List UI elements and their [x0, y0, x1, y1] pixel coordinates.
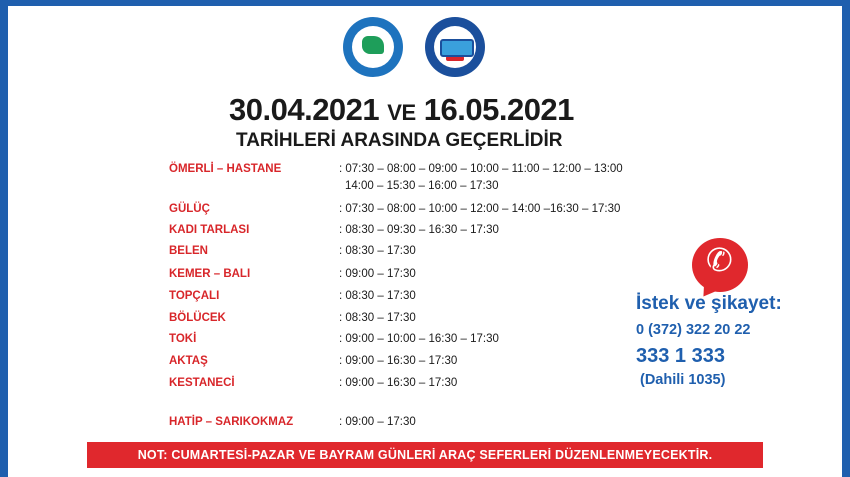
route-name: KESTANECİ: [169, 377, 235, 389]
phone-icon: ✆: [692, 238, 748, 292]
date-end: 16.05.2021: [423, 92, 574, 127]
route-times: : 09:00 – 17:30: [339, 416, 416, 428]
date-range-title: [229, 92, 629, 128]
route-times: : 09:00 – 16:30 – 17:30: [339, 377, 458, 389]
route-name: BÖLÜCEK: [169, 312, 226, 324]
validity-subtitle: TARİHLERİ ARASINDA GEÇERLİDİR: [236, 130, 563, 151]
weekend-note-banner: NOT: CUMARTESİ-PAZAR VE BAYRAM GÜNLERİ ARAÇ SEFERLERİ DÜZENLENMEYECEKTİR.: [87, 442, 763, 468]
contact-phone: 0 (372) 322 20 22: [636, 322, 751, 338]
schedule-row: [0, 163, 850, 179]
route-times: : 08:30 – 17:30: [339, 245, 416, 257]
route-name: BELEN: [169, 245, 208, 257]
route-times-continued: 14:00 – 15:30 – 16:00 – 17:30: [345, 180, 499, 192]
route-times: : 08:30 – 09:30 – 16:30 – 17:30: [339, 224, 499, 236]
route-name: KADI TARLASI: [169, 224, 250, 236]
route-times: : 07:30 – 08:00 – 10:00 – 12:00 – 14:00 –16:30 – 17:30: [339, 203, 621, 215]
municipality-logo-icon: [343, 17, 403, 77]
schedule-row: [0, 203, 850, 219]
route-times: : 09:00 – 16:30 – 17:30: [339, 355, 458, 367]
route-times: : 09:00 – 17:30: [339, 268, 416, 280]
route-name: TOPÇALI: [169, 290, 220, 302]
route-name: HATİP – SARIKOKMAZ: [169, 416, 294, 428]
contact-title: İstek ve şikayet:: [636, 293, 782, 314]
contact-extension: (Dahili 1035): [640, 372, 726, 388]
route-times: : 08:30 – 17:30: [339, 312, 416, 324]
route-name: TOKİ: [169, 333, 197, 345]
route-times: : 08:30 – 17:30: [339, 290, 416, 302]
schedule-row-continued: [0, 180, 850, 196]
route-name: AKTAŞ: [169, 355, 208, 367]
schedule-row: [0, 416, 850, 432]
route-name: KEMER – BALI: [169, 268, 251, 280]
route-times: : 07:30 – 08:00 – 09:00 – 10:00 – 11:00 – 12:00 – 13:00: [339, 163, 623, 175]
date-connector: VE: [387, 100, 416, 125]
date-start: 30.04.2021: [229, 92, 380, 127]
route-name: GÜLÜÇ: [169, 203, 210, 215]
route-times: : 09:00 – 10:00 – 16:30 – 17:30: [339, 333, 499, 345]
contact-short-number: 333 1 333: [636, 345, 725, 367]
route-name: ÖMERLİ – HASTANE: [169, 163, 282, 175]
transport-cooperative-logo-icon: [425, 17, 485, 77]
